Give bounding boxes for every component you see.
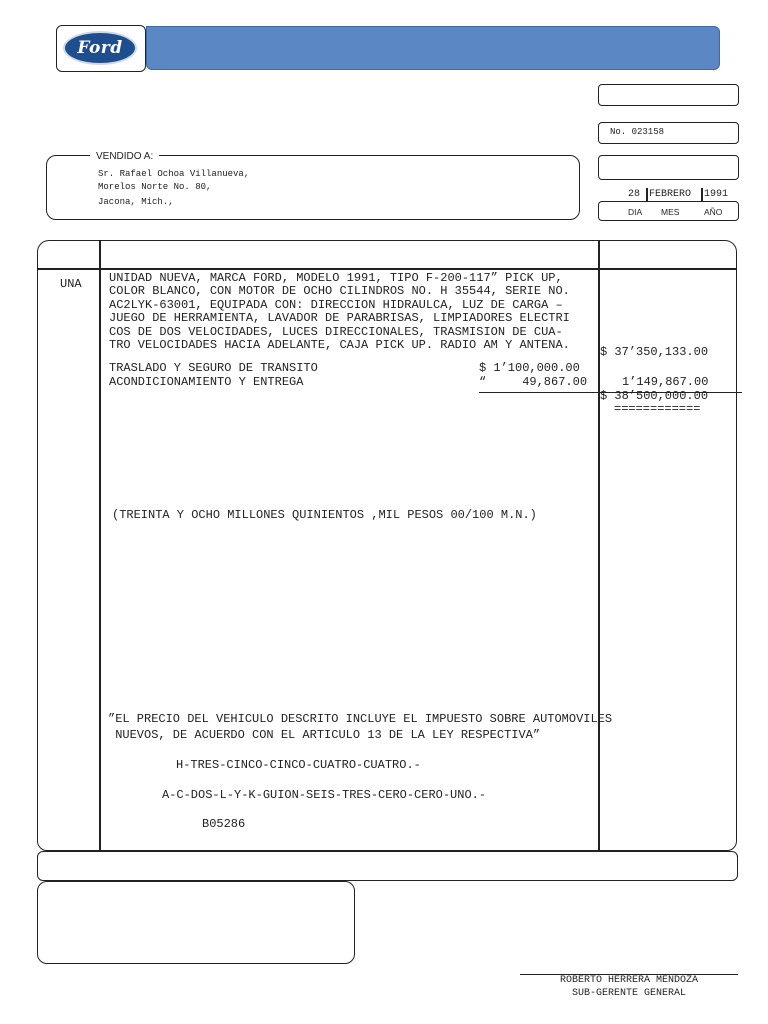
footer-box xyxy=(37,881,355,964)
item-description xyxy=(109,272,570,352)
extras-total: 1’149,867.00 xyxy=(622,375,709,389)
grand-total: $ 38’500,000.00 xyxy=(600,389,709,403)
column-divider xyxy=(598,240,600,851)
extra-label: ACONDICIONAMIENTO Y ENTREGA xyxy=(109,375,304,389)
empty-field-box-2 xyxy=(598,155,739,180)
description-line: UNIDAD NUEVA, MARCA FORD, MODELO 1991, TIPO F-200-117” PICK UP, xyxy=(109,271,563,285)
total-underline: ============ xyxy=(614,402,701,416)
description-line: COS DE DOS VELOCIDADES, LUCES DIRECCIONALES, TRASMISION DE CUA- xyxy=(109,324,563,339)
ford-logo-icon xyxy=(63,31,137,65)
customer-label: VENDIDO A: xyxy=(90,151,159,162)
tax-note-line: NUEVOS, DE ACUERDO CON EL ARTICULO 13 DE LA LEY RESPECTIVA” xyxy=(108,728,541,742)
description-line: AC2LYK-63001, EQUIPADA CON: DIRECCION HIDRAULCA, LUZ DE CARGA – xyxy=(109,297,563,312)
extra-amount: $ 1’100,000.00 xyxy=(479,361,580,375)
item-code: B05286 xyxy=(202,817,246,831)
logo-text: Ford xyxy=(77,38,123,58)
extra-amount: “ 49,867.00 xyxy=(479,375,588,389)
date-label-year: AÑO xyxy=(704,207,723,217)
empty-field-box xyxy=(598,84,739,106)
description-line: TRO VELOCIDADES HACIA ADELANTE, CAJA PICK UP. RADIO AM Y ANTENA. xyxy=(109,338,570,353)
date-day: 28 xyxy=(628,189,641,200)
tax-note-line: ”EL PRECIO DEL VEHICULO DESCRITO INCLUYE EL IMPUESTO SOBRE AUTOMOVILES xyxy=(108,712,613,726)
invoice-number: No. 023158 xyxy=(610,127,665,137)
signature-title: SUB-GERENTE GENERAL xyxy=(571,988,687,999)
amount-in-words: (TREINTA Y OCHO MILLONES QUINIENTOS ,MIL PESOS 00/100 M.N.) xyxy=(112,508,537,522)
unit-price: $ 37’350,133.00 xyxy=(600,345,709,359)
description-line: COLOR BLANCO, CON MOTOR DE OCHO CILINDROS NO. H 35544, SERIE NO. xyxy=(109,284,570,299)
footer-bar xyxy=(37,851,738,881)
date-month: FEBRERO xyxy=(649,189,692,200)
date-divider xyxy=(701,188,703,201)
header-bar xyxy=(146,26,720,70)
column-divider xyxy=(99,240,101,851)
customer-line: Jacona, Mich., xyxy=(98,197,174,207)
table-header-divider xyxy=(37,268,737,270)
customer-line: Sr. Rafael Ochoa Villanueva, xyxy=(98,169,250,179)
ford-logo-frame xyxy=(56,25,146,72)
date-year: 1991 xyxy=(704,189,729,200)
motor-spelled: H-TRES-CINCO-CINCO-CUATRO-CUATRO.- xyxy=(176,758,421,772)
date-labels-box xyxy=(598,201,739,221)
signature-name: ROBERTO HERRERA MENDOZA xyxy=(559,975,699,986)
customer-line: Morelos Norte No. 80, xyxy=(98,182,212,192)
extra-label: TRASLADO Y SEGURO DE TRANSITO xyxy=(109,361,318,375)
date-label-month: MES xyxy=(661,207,680,217)
serie-spelled: A-C-DOS-L-Y-K-GUION-SEIS-TRES-CERO-CERO-UNO.- xyxy=(162,788,487,802)
date-label-day: DIA xyxy=(628,207,643,217)
item-quantity: UNA xyxy=(60,277,82,291)
description-line: JUEGO DE HERRAMIENTA, LAVADOR DE PARABRISAS, LIMPIADORES ELECTRI xyxy=(109,311,570,326)
date-divider xyxy=(646,188,648,201)
